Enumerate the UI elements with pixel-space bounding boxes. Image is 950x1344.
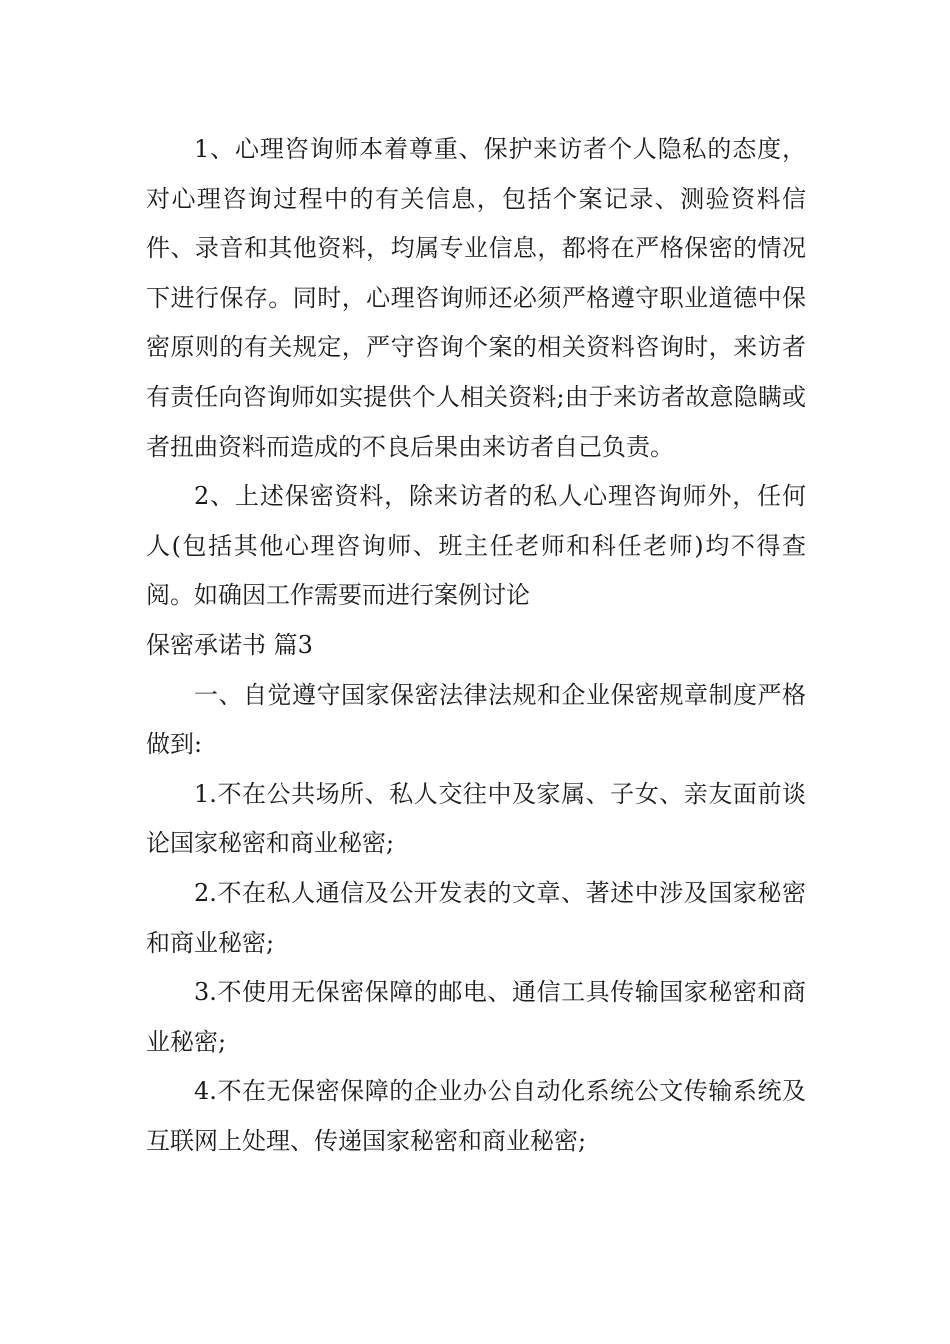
paragraph-section-intro: 一、自觉遵守国家保密法律法规和企业保密规章制度严格做到:: [146, 680, 806, 759]
paragraph-confidentiality-2: 2、上述保密资料，除来访者的私人心理咨询师外，任何人(包括其他心理咨询师、班主任老师和科任老师)均不得查阅。如确因工作需要而进行案例讨论: [146, 482, 806, 610]
section-heading: 保密承诺书 篇3: [146, 630, 313, 659]
paragraph-item-3: 3.不使用无保密保障的邮电、通信工具传输国家秘密和商业秘密;: [146, 978, 806, 1056]
document-body: [146, 125, 806, 1166]
paragraph-item-4: 4.不在无保密保障的企业办公自动化系统公文传输系统及互联网上处理、传递国家秘密和商业秘密;: [146, 1077, 806, 1155]
paragraph-item-1: 1.不在公共场所、私人交往中及家属、子女、亲友面前谈论国家秘密和商业秘密;: [146, 779, 806, 858]
paragraph-item-2: 2.不在私人通信及公开发表的文章、著述中涉及国家秘密和商业秘密;: [146, 878, 806, 957]
paragraph-confidentiality-1: 1、心理咨询师本着尊重、保护来访者个人隐私的态度，对心理咨询过程中的有关信息，包括个案记录、测验资料信件、录音和其他资料，均属专业信息，都将在严格保密的情况下进行保存。同时，心理咨询师还必须严格遵守职业道德中保密原则的有关规定，严守咨询个案的相关资料咨询时，来访者有责任向咨询师如实提供个人相关资料;由于来访者故意隐瞒或者扭曲资料而造成的不良后果由来访者自己负责。: [146, 135, 806, 461]
